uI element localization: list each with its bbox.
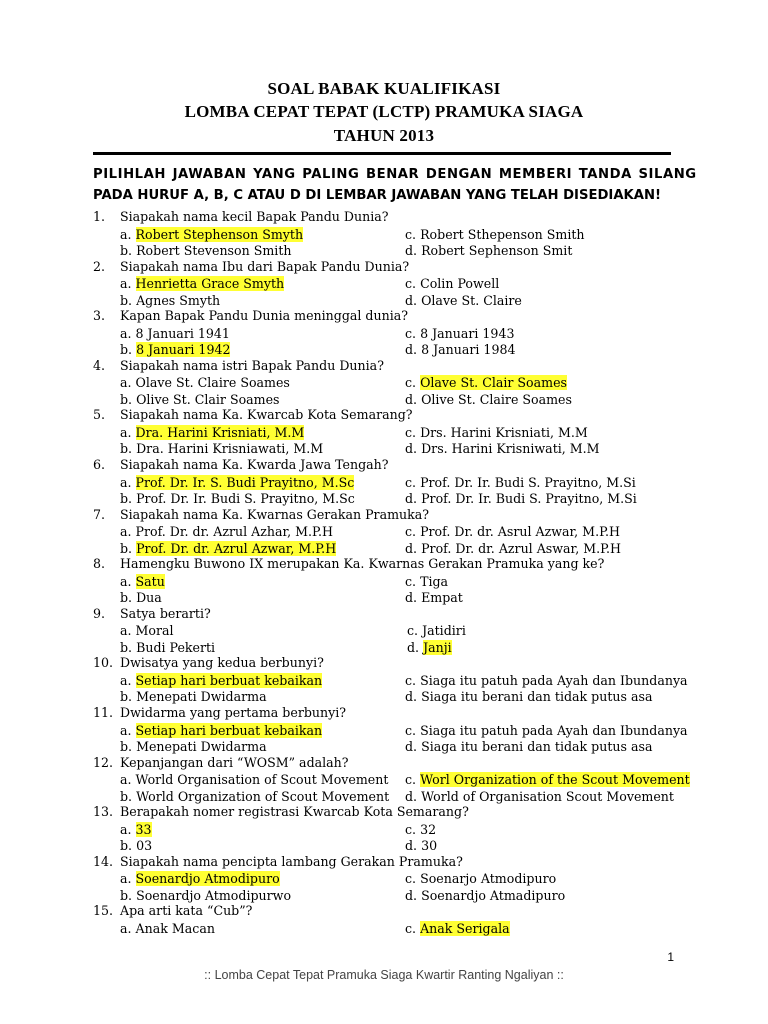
option-letter: d. bbox=[405, 243, 422, 258]
option-letter: b. bbox=[120, 689, 137, 705]
option-text: Olive St. Claire Soames bbox=[421, 391, 572, 407]
option-letter: a. bbox=[120, 920, 136, 936]
option-letter: a. bbox=[120, 424, 136, 440]
answer-option-d[interactable] bbox=[405, 888, 565, 903]
option-letter: c. bbox=[405, 524, 421, 540]
answer-option-d[interactable] bbox=[405, 590, 463, 605]
option-text-correct: Soenardjo Atmodipuro bbox=[135, 871, 280, 887]
option-letter: b. bbox=[120, 292, 137, 308]
option-text: Budi Pekerti bbox=[136, 639, 216, 655]
option-letter: c. bbox=[405, 920, 421, 936]
question-number: 1. bbox=[93, 209, 106, 224]
answer-option-a[interactable] bbox=[120, 524, 333, 539]
title-line-3: TAHUN 2013 bbox=[333, 126, 435, 145]
option-letter: c. bbox=[405, 672, 421, 688]
option-text: Prof. Dr. dr. Azrul Azhar, M.P.H bbox=[135, 524, 333, 540]
instruction-line-2: PADA HURUF A, B, C ATAU D DI LEMBAR JAWABAN YANG TELAH DISEDIAKAN! bbox=[93, 188, 662, 203]
question-number: 3. bbox=[93, 308, 106, 324]
answer-option-c[interactable] bbox=[405, 276, 499, 291]
answer-option-a[interactable] bbox=[120, 723, 322, 738]
question-number: 9. bbox=[93, 605, 106, 621]
option-letter: a. bbox=[120, 722, 136, 738]
answer-option-a[interactable] bbox=[120, 425, 304, 440]
answer-option-b[interactable] bbox=[120, 293, 220, 308]
option-text: Soenardjo Atmadipuro bbox=[421, 887, 566, 903]
option-text: World Organisation of Scout Movement bbox=[135, 772, 389, 788]
answer-option-a[interactable] bbox=[120, 475, 354, 490]
option-text: Prof. Dr. Ir. Budi S. Prayitno, M.Si bbox=[421, 491, 637, 506]
option-text-correct: Setiap hari berbuat kebaikan bbox=[135, 672, 323, 688]
option-text: Tiga bbox=[420, 573, 449, 589]
option-letter: d. bbox=[405, 739, 422, 754]
title-line-1: SOAL BABAK KUALIFIKASI bbox=[267, 79, 501, 98]
option-letter: d. bbox=[405, 292, 422, 308]
answer-option-b[interactable] bbox=[120, 888, 291, 903]
option-letter: b. bbox=[120, 243, 137, 258]
option-letter: d. bbox=[405, 689, 422, 705]
answer-option-d[interactable] bbox=[405, 293, 522, 308]
question-text: Dwidarma yang pertama berbunyi? bbox=[120, 705, 347, 720]
option-text: Robert Sthepenson Smith bbox=[420, 226, 585, 242]
option-text: Siaga itu patuh pada Ayah dan Ibundanya bbox=[420, 672, 688, 688]
option-letter: a. bbox=[120, 325, 136, 341]
answer-option-d[interactable] bbox=[405, 689, 652, 704]
answer-option-d[interactable] bbox=[405, 243, 572, 258]
option-letter: a. bbox=[120, 276, 136, 292]
answer-option-c[interactable] bbox=[405, 574, 448, 589]
option-letter: d. bbox=[405, 491, 422, 506]
question-number: 5. bbox=[93, 407, 106, 423]
option-text-correct: Prof. Dr. Ir. S. Budi Prayitno, M.Sc bbox=[135, 474, 355, 490]
question-text: Siapakah nama pencipta lambang Gerakan Pramuka? bbox=[120, 853, 463, 869]
question-text: Hamengku Buwono IX merupakan Ka. Kwarnas Gerakan Pramuka yang ke? bbox=[120, 556, 605, 572]
answer-option-d[interactable] bbox=[405, 392, 572, 407]
option-text: Robert Sephenson Smit bbox=[421, 243, 573, 258]
question-text: Berapakah nomer registrasi Kwarcab Kota Semarang? bbox=[120, 804, 469, 820]
answer-option-b[interactable] bbox=[120, 541, 336, 556]
answer-option-b[interactable] bbox=[120, 739, 267, 754]
answer-option-b[interactable] bbox=[120, 789, 389, 804]
answer-option-b[interactable] bbox=[120, 640, 215, 655]
answer-option-c[interactable] bbox=[405, 772, 690, 787]
instruction-line-1: PILIHLAH JAWABAN YANG PALING BENAR DENGAN MEMBERI TANDA SILANG bbox=[93, 167, 697, 182]
option-text: World Organization of Scout Movement bbox=[136, 788, 390, 804]
option-letter: c. bbox=[405, 226, 421, 242]
option-text: Prof. Dr. dr. Asrul Azwar, M.P.H bbox=[420, 524, 620, 540]
option-text: 30 bbox=[421, 838, 438, 854]
answer-option-b[interactable] bbox=[120, 491, 355, 506]
answer-option-a[interactable] bbox=[120, 871, 280, 886]
answer-option-a[interactable] bbox=[120, 673, 322, 688]
option-letter: d. bbox=[405, 540, 422, 556]
option-text: Menepati Dwidarma bbox=[136, 689, 267, 705]
option-letter: b. bbox=[120, 391, 137, 407]
option-text: World of Organisation Scout Movement bbox=[421, 788, 674, 804]
option-letter: c. bbox=[405, 821, 421, 837]
option-letter: b. bbox=[120, 540, 137, 556]
option-text: Menepati Dwidarma bbox=[136, 739, 267, 754]
option-letter: d. bbox=[405, 788, 422, 804]
option-text: Robert Stevenson Smith bbox=[136, 243, 292, 258]
answer-option-a[interactable] bbox=[120, 822, 152, 837]
question-number: 8. bbox=[93, 556, 106, 572]
question-number: 6. bbox=[93, 457, 106, 472]
answer-option-c[interactable] bbox=[405, 326, 514, 341]
question-text: Siapakah nama istri Bapak Pandu Dunia? bbox=[120, 357, 384, 373]
option-text: Prof. Dr. Ir. Budi S. Prayitno, M.Sc bbox=[136, 491, 355, 506]
answer-option-a[interactable] bbox=[120, 623, 174, 638]
answer-option-b[interactable] bbox=[120, 441, 323, 456]
option-text-correct: Worl Organization of the Scout Movement bbox=[420, 772, 690, 788]
option-letter: c. bbox=[407, 623, 423, 639]
option-letter: a. bbox=[120, 821, 136, 837]
option-text: 32 bbox=[420, 821, 437, 837]
question-text: Apa arti kata “Cub”? bbox=[120, 903, 253, 919]
answer-option-c[interactable] bbox=[405, 375, 567, 390]
option-letter: c. bbox=[405, 871, 421, 887]
question-number: 14. bbox=[93, 853, 114, 869]
option-text-correct: 33 bbox=[135, 821, 152, 837]
answer-option-b[interactable] bbox=[120, 342, 230, 357]
option-text-correct: Anak Serigala bbox=[420, 920, 510, 936]
option-text: Moral bbox=[135, 623, 174, 639]
answer-option-c[interactable] bbox=[405, 673, 688, 688]
option-text: Olave St. Claire bbox=[421, 292, 522, 308]
answer-option-b[interactable] bbox=[120, 838, 152, 853]
option-text: Dra. Harini Krisniawati, M.M bbox=[136, 441, 324, 457]
answer-option-d[interactable] bbox=[405, 739, 652, 754]
option-text: Dua bbox=[136, 590, 162, 606]
question-number: 11. bbox=[93, 705, 114, 720]
option-letter: d. bbox=[405, 342, 422, 358]
option-text-correct: Henrietta Grace Smyth bbox=[135, 276, 285, 292]
option-letter: c. bbox=[405, 722, 421, 738]
header-divider bbox=[93, 152, 671, 155]
option-letter: a. bbox=[120, 226, 136, 242]
option-text: Soenardjo Atmodipurwo bbox=[136, 887, 292, 903]
option-text: Prof. Dr. dr. Azrul Aswar, M.P.H bbox=[421, 540, 622, 556]
answer-option-b[interactable] bbox=[120, 243, 292, 258]
option-letter: c. bbox=[405, 772, 421, 788]
answer-option-c[interactable] bbox=[405, 822, 436, 837]
option-letter: b. bbox=[120, 491, 137, 506]
option-letter: b. bbox=[120, 887, 137, 903]
option-letter: a. bbox=[120, 623, 136, 639]
question-number: 12. bbox=[93, 754, 114, 770]
question-text: Satya berarti? bbox=[120, 605, 211, 621]
answer-option-d[interactable] bbox=[405, 441, 600, 456]
answer-option-c[interactable] bbox=[405, 524, 620, 539]
option-text-correct: Robert Stephenson Smyth bbox=[135, 226, 304, 242]
option-text: Olive St. Clair Soames bbox=[136, 391, 280, 407]
option-text: 03 bbox=[136, 838, 153, 854]
option-letter: c. bbox=[405, 424, 421, 440]
question-number: 10. bbox=[93, 655, 114, 671]
question-number: 7. bbox=[93, 506, 106, 522]
question-number: 4. bbox=[93, 357, 106, 373]
option-letter: d. bbox=[407, 639, 424, 655]
question-text: Siapakah nama Ka. Kwarcab Kota Semarang? bbox=[120, 407, 413, 423]
option-letter: b. bbox=[120, 838, 137, 854]
option-letter: c. bbox=[405, 474, 421, 490]
answer-option-b[interactable] bbox=[120, 689, 267, 704]
answer-option-a[interactable] bbox=[120, 375, 290, 390]
option-text: Empat bbox=[421, 590, 463, 606]
option-letter: c. bbox=[405, 375, 421, 391]
question-number: 2. bbox=[93, 258, 106, 274]
answer-option-c[interactable] bbox=[405, 475, 636, 490]
answer-option-d[interactable] bbox=[405, 342, 515, 357]
option-letter: a. bbox=[120, 375, 136, 391]
option-text: 8 Januari 1943 bbox=[420, 325, 515, 341]
answer-option-a[interactable] bbox=[120, 921, 215, 936]
option-text: Prof. Dr. Ir. Budi S. Prayitno, M.Si bbox=[420, 474, 636, 490]
answer-option-a[interactable] bbox=[120, 326, 230, 341]
option-letter: b. bbox=[120, 788, 137, 804]
answer-option-a[interactable] bbox=[120, 772, 388, 787]
option-letter: c. bbox=[405, 573, 421, 589]
answer-option-d[interactable] bbox=[405, 541, 621, 556]
option-letter: a. bbox=[120, 524, 136, 540]
option-letter: b. bbox=[120, 590, 137, 606]
answer-option-c[interactable] bbox=[405, 723, 688, 738]
option-letter: c. bbox=[405, 325, 421, 341]
option-letter: a. bbox=[120, 672, 136, 688]
page-number: 1 bbox=[667, 950, 674, 964]
option-letter: a. bbox=[120, 474, 136, 490]
option-text: Soenarjo Atmodipuro bbox=[420, 871, 557, 887]
question-text: Dwisatya yang kedua berbunyi? bbox=[120, 655, 324, 671]
option-text: Drs. Harini Krisniwati, M.M bbox=[421, 441, 600, 457]
answer-option-c[interactable] bbox=[405, 921, 510, 936]
title-line-2: LOMBA CEPAT TEPAT (LCTP) PRAMUKA SIAGA bbox=[184, 102, 584, 121]
option-letter: d. bbox=[405, 838, 422, 854]
option-letter: b. bbox=[120, 342, 137, 358]
option-letter: a. bbox=[120, 772, 136, 788]
answer-option-a[interactable] bbox=[120, 276, 284, 291]
option-text-correct: Satu bbox=[135, 573, 165, 589]
option-text: Siaga itu berani dan tidak putus asa bbox=[421, 739, 653, 754]
answer-option-c[interactable] bbox=[405, 425, 588, 440]
option-letter: d. bbox=[405, 441, 422, 457]
answer-option-c[interactable] bbox=[405, 227, 585, 242]
option-text-correct: Setiap hari berbuat kebaikan bbox=[135, 722, 323, 738]
answer-option-a[interactable] bbox=[120, 227, 303, 242]
option-letter: a. bbox=[120, 573, 136, 589]
question-text: Siapakah nama Ibu dari Bapak Pandu Dunia? bbox=[120, 258, 410, 274]
answer-option-a[interactable] bbox=[120, 574, 165, 589]
option-text-correct: 8 Januari 1942 bbox=[136, 342, 231, 358]
answer-option-b[interactable] bbox=[120, 392, 280, 407]
option-text-correct: Olave St. Clair Soames bbox=[420, 375, 567, 391]
question-text: Siapakah nama Ka. Kwarnas Gerakan Pramuka? bbox=[120, 506, 430, 522]
question-number: 13. bbox=[93, 804, 114, 820]
option-text-correct: Dra. Harini Krisniati, M.M bbox=[135, 424, 305, 440]
answer-option-b[interactable] bbox=[120, 590, 162, 605]
option-text: Anak Macan bbox=[135, 920, 215, 936]
option-text: 8 Januari 1984 bbox=[421, 342, 516, 358]
option-text: Olave St. Claire Soames bbox=[135, 375, 290, 391]
option-text: Agnes Smyth bbox=[136, 292, 221, 308]
option-text: Siaga itu patuh pada Ayah dan Ibundanya bbox=[420, 722, 688, 738]
option-letter: d. bbox=[405, 590, 422, 606]
question-text: Kapan Bapak Pandu Dunia meninggal dunia? bbox=[120, 308, 409, 324]
option-text: Jatidiri bbox=[422, 623, 466, 639]
option-letter: b. bbox=[120, 739, 137, 754]
question-text: Siapakah nama Ka. Kwarda Jawa Tengah? bbox=[120, 457, 389, 472]
option-letter: c. bbox=[405, 276, 421, 292]
option-text: 8 Januari 1941 bbox=[135, 325, 230, 341]
answer-option-d[interactable] bbox=[405, 838, 437, 853]
option-text: Colin Powell bbox=[420, 276, 500, 292]
answer-option-c[interactable] bbox=[405, 871, 556, 886]
option-text: Siaga itu berani dan tidak putus asa bbox=[421, 689, 653, 705]
option-letter: d. bbox=[405, 391, 422, 407]
answer-option-d[interactable] bbox=[405, 789, 674, 804]
option-text-correct: Prof. Dr. dr. Azrul Azwar, M.P.H bbox=[136, 540, 337, 556]
question-text: Siapakah nama kecil Bapak Pandu Dunia? bbox=[120, 209, 389, 224]
answer-option-d[interactable] bbox=[405, 491, 637, 506]
option-letter: b. bbox=[120, 441, 137, 457]
answer-option-c[interactable] bbox=[407, 623, 466, 638]
question-number: 15. bbox=[93, 903, 114, 919]
option-letter: a. bbox=[120, 871, 136, 887]
answer-option-d[interactable] bbox=[407, 640, 452, 655]
option-letter: d. bbox=[405, 887, 422, 903]
option-letter: b. bbox=[120, 639, 137, 655]
option-text-correct: Janji bbox=[423, 639, 452, 655]
option-text: Drs. Harini Krisniati, M.M bbox=[420, 424, 588, 440]
footer-text: :: Lomba Cepat Tepat Pramuka Siaga Kwartir Ranting Ngaliyan :: bbox=[204, 968, 564, 982]
question-text: Kepanjangan dari “WOSM” adalah? bbox=[120, 754, 349, 770]
